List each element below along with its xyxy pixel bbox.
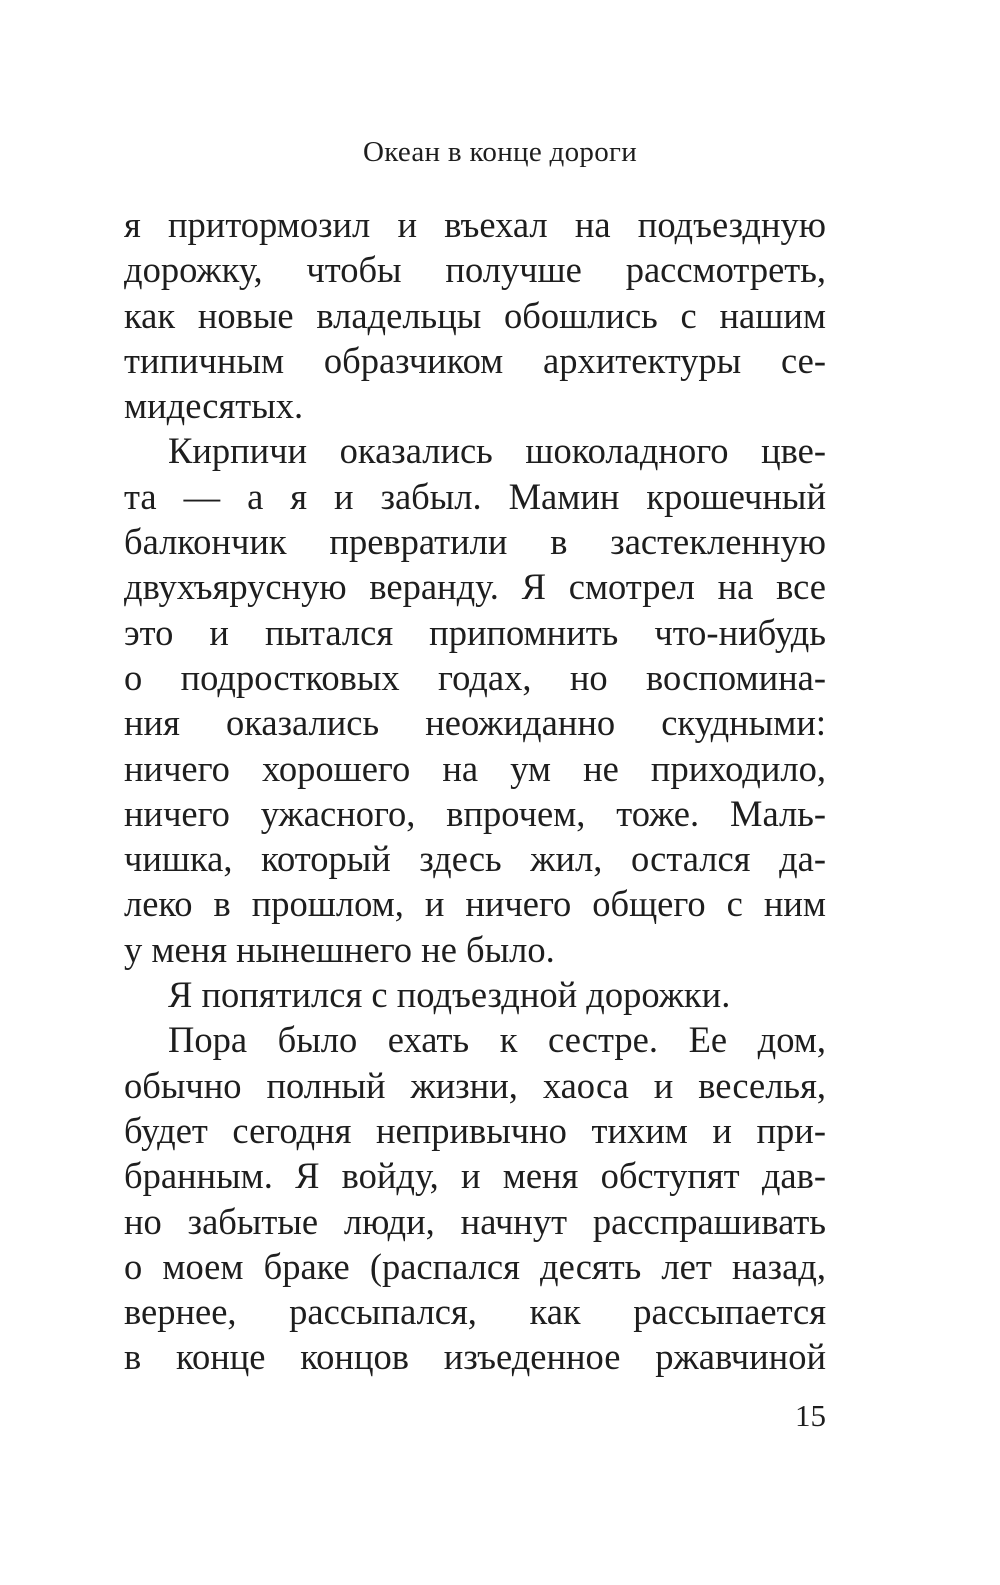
text-line: Я попятился с подъездной дорожки. xyxy=(168,974,731,1016)
text-line: Кирпичи оказались шоколадного цве- xyxy=(168,430,826,472)
text-line: мидесятых. xyxy=(124,385,304,427)
text-line: ничего хорошего на ум не приходило, xyxy=(124,747,826,789)
text-line: о подростковых годах, но воспомина- xyxy=(124,656,826,698)
text-line: Пора было ехать к сестре. Ее дом, xyxy=(168,1019,826,1061)
text-line: балкончик превратили в застекленную xyxy=(124,521,826,563)
text-line: дорожку, чтобы получше рассмотреть, xyxy=(124,249,826,291)
text-line: как новые владельцы обошлись с нашим xyxy=(124,294,826,336)
text-line: обычно полный жизни, хаоса и веселья, xyxy=(124,1064,826,1106)
text-line: это и пытался припомнить что-нибудь xyxy=(124,611,826,653)
running-head: Океан в конце дороги xyxy=(362,136,638,168)
text-line: та — а я и забыл. Мамин крошечный xyxy=(124,475,826,517)
text-line: вернее, рассыпался, как рассыпается xyxy=(124,1291,826,1333)
page-number: 15 xyxy=(795,1398,826,1433)
body-text xyxy=(124,202,826,1380)
text-line: ничего ужасного, впрочем, тоже. Маль- xyxy=(124,792,826,834)
text-line: я притормозил и въехал на подъездную xyxy=(124,204,826,245)
text-line: типичным образчиком архитектуры се- xyxy=(124,339,826,381)
text-line: бранным. Я войду, и меня обступят дав- xyxy=(124,1155,826,1197)
text-line: но забытые люди, начнут расспрашивать xyxy=(124,1200,826,1242)
text-line: о моем браке (распался десять лет назад, xyxy=(124,1245,826,1287)
text-line: ния оказались неожиданно скудными: xyxy=(124,702,826,744)
text-line: чишка, который здесь жил, остался да- xyxy=(124,838,826,880)
text-line: будет сегодня непривычно тихим и при- xyxy=(124,1109,826,1151)
text-line: леко в прошлом, и ничего общего с ним xyxy=(124,883,826,925)
text-line: двухъярусную веранду. Я смотрел на все xyxy=(124,566,826,608)
text-line: в конце концов изъеденное ржавчиной xyxy=(124,1336,826,1378)
text-line: у меня нынешнего не было. xyxy=(124,928,555,970)
